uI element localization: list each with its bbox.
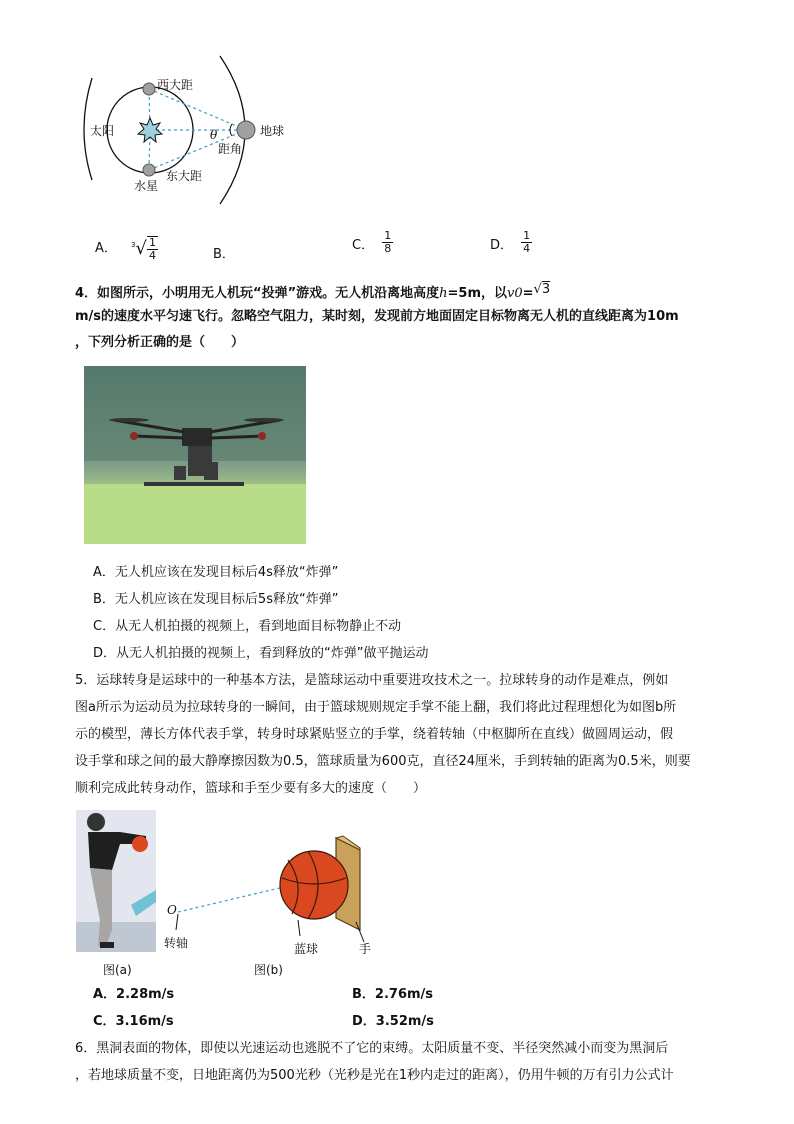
earth-label: 地球 xyxy=(260,124,285,138)
q4-stem-line-2: m/s的速度水平匀速飞行。忽略空气阻力，某时刻，发现前方地面固定目标物离无人机的直线距离为10m xyxy=(75,309,679,324)
q5-option-d[interactable]: D．3.52m/s xyxy=(352,1014,434,1029)
basketball-icon xyxy=(280,851,348,919)
east-elongation-label: 东大距 xyxy=(166,169,203,183)
q5-option-c[interactable]: C．3.16m/s xyxy=(93,1014,174,1029)
mercury-west-icon xyxy=(143,83,155,95)
angle-symbol: θ xyxy=(210,128,218,142)
q5-stem-line-2: 图a所示为运动员为拉球转身的一瞬间，由于篮球规则规定手掌不能上翻，我们将此过程理想化为如图b所 xyxy=(75,700,677,715)
elongation-angle-label: 距角 xyxy=(218,142,243,156)
q5-stem-line-5: 顺利完成此转身动作，篮球和手至少要有多大的速度（ ） xyxy=(75,781,427,796)
q3-option-b[interactable]: B． xyxy=(213,247,235,262)
caption-a: 图(a) xyxy=(103,963,132,977)
q3-option-a[interactable]: A． $^3$√ $\frac{1}{4}$ xyxy=(95,236,156,262)
q4-option-b[interactable]: B．无人机应该在发现目标后5s释放“炸弹” xyxy=(93,592,339,607)
mercury-east-icon xyxy=(143,164,155,176)
q5-stem-line-3: 示的模型，薄长方体代表手掌，转身时球紧贴竖立的手掌，绕着转轴（中枢脚所在直线）做圆周运动，假 xyxy=(75,727,674,742)
axis-label: 转轴 xyxy=(164,936,189,950)
q3-option-d[interactable]: D． $\frac{1}{4}$ xyxy=(490,229,531,255)
axis-point-label: O xyxy=(167,903,177,917)
mercury-label: 水星 xyxy=(134,179,159,193)
ball-label: 蓝球 xyxy=(294,942,319,956)
q5-stem-line-4: 设手掌和球之间的最大静摩擦因数为0.5，篮球质量为600克，直径24厘米，手到转轴的距离为0.5米，则要 xyxy=(75,754,691,769)
q3-option-c[interactable]: C． $\frac{1}{8}$ xyxy=(352,229,392,255)
q4-stem-line-1: 4．如图所示，小明用无人机玩“投弹”游戏。无人机沿离地高度h=5m，以v0=√3 xyxy=(75,282,551,301)
hand-label: 手 xyxy=(359,942,372,956)
sun-label: 太阳 xyxy=(90,124,115,138)
q6-stem-line-2: ，若地球质量不变，日地距离仍为500光秒（光秒是光在1秒内走过的距离），仍用牛顿的万有引力公式计 xyxy=(75,1068,674,1083)
drone-photo xyxy=(84,366,306,544)
q4-option-a[interactable]: A．无人机应该在发现目标后4s释放“炸弹” xyxy=(93,565,339,580)
caption-b: 图(b) xyxy=(254,963,283,977)
q5-stem-line-1: 5．运球转身是运球中的一种基本方法，是篮球运动中重要进攻技术之一。拉球转身的动作是难点，例如 xyxy=(75,673,669,688)
earth-icon xyxy=(237,121,255,139)
q4-stem-line-3: ，下列分析正确的是（ ） xyxy=(75,335,245,350)
west-elongation-label: 西大距 xyxy=(157,78,194,92)
player-photo xyxy=(76,810,156,952)
basketball-icon xyxy=(132,836,148,852)
q4-option-c[interactable]: C．从无人机拍摄的视频上，看到地面目标物静止不动 xyxy=(93,619,402,634)
q6-stem-line-1: 6．黑洞表面的物体，即使以光速运动也逃脱不了它的束缚。太阳质量不变、半径突然减小而变为黑洞后 xyxy=(75,1041,669,1056)
q5-option-b[interactable]: B．2.76m/s xyxy=(352,987,434,1002)
q4-option-d[interactable]: D．从无人机拍摄的视频上，看到释放的“炸弹”做平抛运动 xyxy=(93,646,429,661)
q5-option-a[interactable]: A．2.28m/s xyxy=(93,987,175,1002)
model-diagram xyxy=(160,830,380,955)
